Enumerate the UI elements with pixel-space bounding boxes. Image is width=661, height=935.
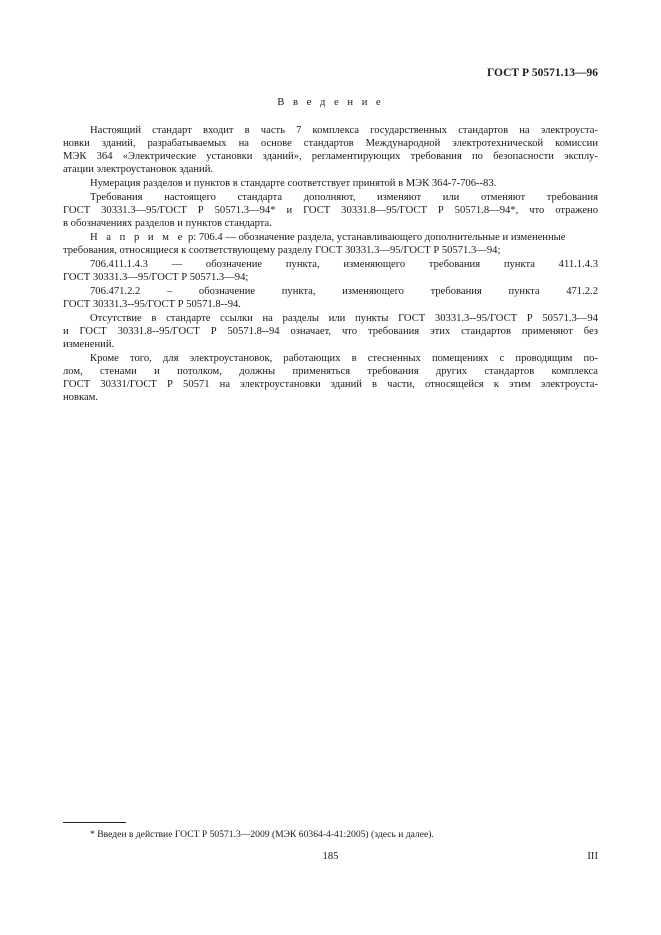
footnote: * Введен в действие ГОСТ Р 50571.3—2009 (МЭК 60364-4-41:2005) (здесь и далее). xyxy=(90,829,434,840)
text-line: Требования настоящего стандарта дополняют, изменяют или отменяют требования xyxy=(90,192,598,203)
text-line: Нумерация разделов и пунктов в стандарте соответствует принятой в МЭК 364-7-706--83. xyxy=(90,178,497,189)
text-line: 706.411.1.4.3 — обозначение пункта, изменяющего требования пункта 411.1.4.3 xyxy=(90,259,598,270)
footnote-divider xyxy=(63,822,126,823)
example-text: р: 706.4 — обозначение раздела, устанавливающего дополнительные и измененные xyxy=(187,232,566,243)
text-line: Отсутствие в стандарте ссылки на разделы или пункты ГОСТ 30331.3--95/ГОСТ Р 50571.3—94 xyxy=(90,313,598,324)
text-line: 706.471.2.2 – обозначение пункта, изменяющего требования пункта 471.2.2 xyxy=(90,286,598,297)
text-line: Настоящий стандарт входит в часть 7 комплекса государственных стандартов на электроуста- xyxy=(90,125,598,136)
text-line: новки зданий, разрабатываемых на основе стандартов Международной электротехнической комиссии xyxy=(63,138,598,149)
text-line: атации электроустановок зданий. xyxy=(63,164,214,175)
text-line: Кроме того, для электроустановок, работающих в стесненных помещениях с проводящим по- xyxy=(90,353,598,364)
text-line: ГОСТ 30331.3—95/ГОСТ Р 50571.3—94* и ГОСТ 30331.8—95/ГОСТ Р 50571.8—94*, что отражено xyxy=(63,205,598,216)
text-line: требования, относящиеся к соответствующему разделу ГОСТ 30331.3—95/ГОСТ Р 50571.3—94; xyxy=(63,245,501,256)
text-line xyxy=(90,231,598,244)
page-number: 185 xyxy=(322,851,339,862)
text-line: ГОСТ 30331/ГОСТ Р 50571 на электроустановки зданий в части, относящейся к этим электроуста- xyxy=(63,379,598,390)
text-line: в обозначениях разделов и пунктов стандарта. xyxy=(63,218,272,229)
text-line: новкам. xyxy=(63,392,99,403)
text-line: изменений. xyxy=(63,339,115,350)
section-page-number: III xyxy=(587,851,598,862)
text-line: и ГОСТ 30331.8--95/ГОСТ Р 50571.8--94 означает, что требования этих стандартов применяют без xyxy=(63,326,598,337)
section-title: В в е д е н и е xyxy=(277,97,384,108)
text-line: ГОСТ 30331.3--95/ГОСТ Р 50571.8--94. xyxy=(63,299,241,310)
example-prefix: Н а п р и м е xyxy=(90,232,186,243)
text-line: МЭК 364 «Электрические установки зданий», регламентирующих требования по безопасности эксплу- xyxy=(63,151,598,162)
text-line: ГОСТ 30331.3—95/ГОСТ Р 50571.3—94; xyxy=(63,272,249,283)
text-line: лом, стенами и потолком, должны применяться требования других стандартов комплекса xyxy=(63,366,598,377)
document-id-header: ГОСТ Р 50571.13—96 xyxy=(487,67,598,79)
